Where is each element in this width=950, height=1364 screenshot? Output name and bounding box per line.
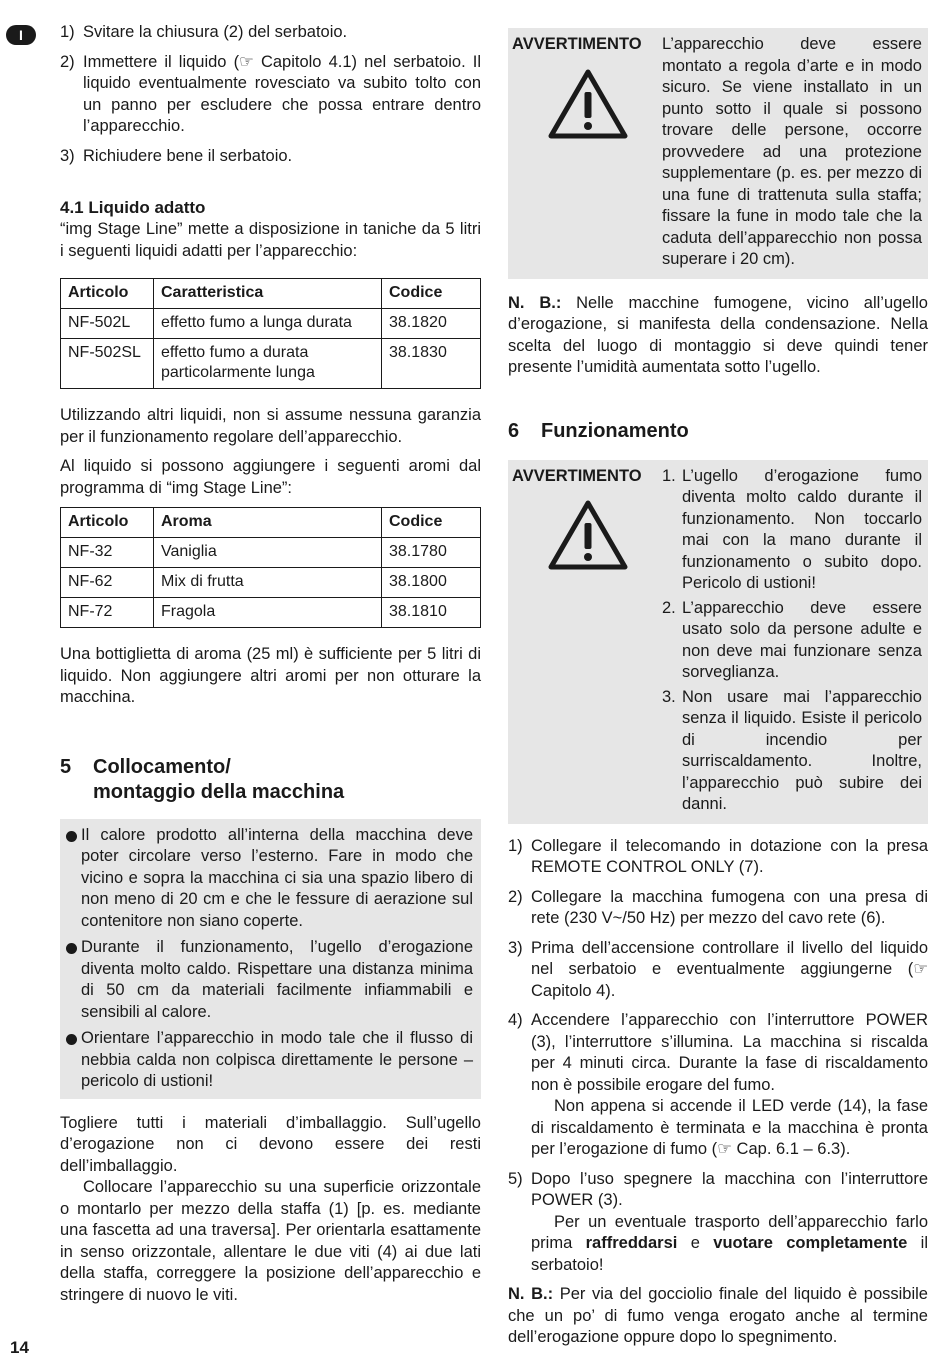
operation-steps: [508, 836, 928, 1277]
list-item: 2) Collegare la macchina fumogena con una presa di rete (230 V~/50 Hz) per mezzo del cavo rete (6).: [508, 887, 928, 927]
warning-triangle-icon: [548, 499, 628, 571]
table-row: NF-62 Mix di frutta 38.1800: [61, 568, 481, 598]
list-item: 1. L’ugello d’erogazione fumo diventa molto caldo durante il funzionamento. Non toccarlo mai con la mano durante il funzionamento o subito dopo. Pericolo di ustioni!: [662, 466, 922, 592]
warning-box-operation: [508, 460, 928, 824]
list-item: 1) Collegare il telecomando in dotazione con la presa REMOTE CONTROL ONLY (7).: [508, 836, 928, 876]
list-item: 1) Svitare la chiusura (2) del serbatoio.: [60, 23, 348, 41]
list-item: 3) Prima dell’accensione controllare il livello del liquido nel serbatoio e eventualmente aggiungerne (☞ Capitolo 4).: [508, 938, 928, 1000]
section-4-1-title: 4.1 Liquido adatto: [60, 198, 206, 217]
bullet-icon: [66, 943, 77, 954]
dripping-note: N. B.: Per via del gocciolio finale del liquido è possibile che un po’ di fumo venga erogato anche al termine dell’erogazione oppure dopo lo spegnimento.: [508, 1285, 928, 1346]
section-5-title: 5 Collocamento/ montaggio della macchina: [60, 755, 345, 803]
bullet-icon: [66, 1034, 77, 1045]
warranty-note: Utilizzando altri liquidi, non si assume nessuna garanzia per il funzionamento regolare dell’apparecchio.: [60, 406, 481, 446]
table-header-row: Articolo Aroma Codice: [61, 508, 481, 538]
left-column: [60, 22, 481, 1306]
warning-text: L’apparecchio deve essere montato a regola d’arte e in modo sicuro. Se viene installato in un punto sotto il quale si possono trovare delle persone, occorre provvedere ad una protezione supplementare (p. es. per mezzo di una fune di trattenuta sulla staffa; fissare la fune in modo tale che la caduta dell’apparecchio non possa superare i 20 cm).: [662, 35, 922, 268]
warning-box-mounting: [508, 28, 928, 279]
aromas-intro: Al liquido si possono aggiungere i seguenti aromi dal programma di “img Stage Line”:: [60, 457, 481, 497]
list-item: Il calore prodotto all’interna della macchina deve poter circolare verso l’esterno. Fare in modo che vicino e sopra la macchina ci sia una spazio libero di non meno di 20 cm e che le fessure di aerazione sul contenitore non siano coperte.: [66, 825, 473, 933]
aroma-dosage-note: Una bottiglietta di aroma (25 ml) è sufficiente per 5 litri di liquido. Non aggiungere altri aromi per non otturare la macchina.: [60, 645, 481, 706]
warning-triangle-icon: [548, 68, 628, 140]
list-item: Durante il funzionamento, l’ugello d’erogazione diventa molto caldo. Rispettare una distanza minima di 50 cm da materiali facilmente infiammabili e sensibili al calore.: [66, 937, 473, 1023]
language-badge: I: [6, 25, 36, 45]
list-item: 4) Accendere l’apparecchio con l’interruttore POWER (3), l’interruttore s’illumina. La macchina si riscalda per 4 minuti circa. Durante la fase di riscaldamento non è possibile erogare del fumo. Non appena si accende il LED verde (14), la fase di riscaldamento è terminata e la macchina è pronta per l’erogazione di fumo (☞ Cap. 6.1 – 6.3).: [508, 1011, 928, 1158]
table-header-row: Articolo Caratteristica Codice: [61, 279, 481, 309]
table-row: NF-72 Fragola 38.1810: [61, 598, 481, 628]
list-item: 5) Dopo l’uso spegnere la macchina con l’interruttore POWER (3). Per un eventuale trasporto dell’apparecchio farlo prima raffreddarsi e vuotare completamente il serbatoio!: [508, 1169, 928, 1274]
list-item: 3. Non usare mai l’apparecchio senza il liquido. Esiste il pericolo di incendio per surriscaldamento. Inoltre, l’apparecchio può subire dei danni.: [662, 687, 922, 813]
bullet-icon: [66, 831, 77, 842]
table-row: NF-502SL effetto fumo a durata particolarmente lunga 38.1830: [61, 339, 481, 389]
safety-bullets-box: [60, 819, 481, 1099]
warning-label: AVVERTIMENTO: [512, 466, 642, 485]
list-item: 2. L’apparecchio deve essere usato solo da persone adulte e non deve mai funzionare senza sorveglianza.: [662, 598, 922, 681]
liquids-table: [60, 278, 481, 389]
packaging-note: Togliere tutti i materiali d’imballaggio. Sull’ugello d’erogazione non ci devono essere dei resti dell’imballaggio.: [60, 1113, 481, 1175]
section-6-title: 6 Funzionamento: [508, 419, 689, 442]
table-row: NF-32 Vaniglia 38.1780: [61, 538, 481, 568]
list-item: Orientare l’apparecchio in modo tale che il flusso di nebbia calda non colpisca direttamente le persone – pericolo di ustioni!: [66, 1028, 473, 1093]
page-number: 14: [10, 1338, 29, 1357]
list-item: 2) Immettere il liquido (☞ Capitolo 4.1) nel serbatoio. Il liquido eventualmente rovesciato va subito tolto con un panno per escludere che possa entrare dentro l’apparecchio.: [60, 52, 481, 135]
mounting-instructions: Collocare l’apparecchio su una superficie orizzontale o montarlo per mezzo della staffa (1) [p. es. mediante una fascetta ad una traversa]. Per orientarla esattamente in senso orizzontale, allentare le due viti (4) ai due lati della staffa, correggere la posizione dell’apparecchio e stringere di nuovo le viti.: [60, 1178, 481, 1304]
section-4-1-intro: “img Stage Line” mette a disposizione in taniche da 5 litri i seguenti liquidi adatti per l’apparecchio:: [60, 220, 481, 260]
list-item: 3) Richiudere bene il serbatoio.: [60, 146, 293, 165]
table-row: NF-502L effetto fumo a lunga durata 38.1820: [61, 309, 481, 339]
aromas-table: [60, 507, 481, 628]
right-column: [508, 28, 928, 1357]
filling-steps: [60, 22, 481, 167]
warning-label: AVVERTIMENTO: [512, 35, 642, 53]
condensation-note: N. B.: Nelle macchine fumogene, vicino all’ugello d’erogazione, si manifesta della condensazione. Nella scelta del luogo di montaggio si deve quindi tener presente l’umidità aumentata sotto l’ugello.: [508, 293, 928, 376]
